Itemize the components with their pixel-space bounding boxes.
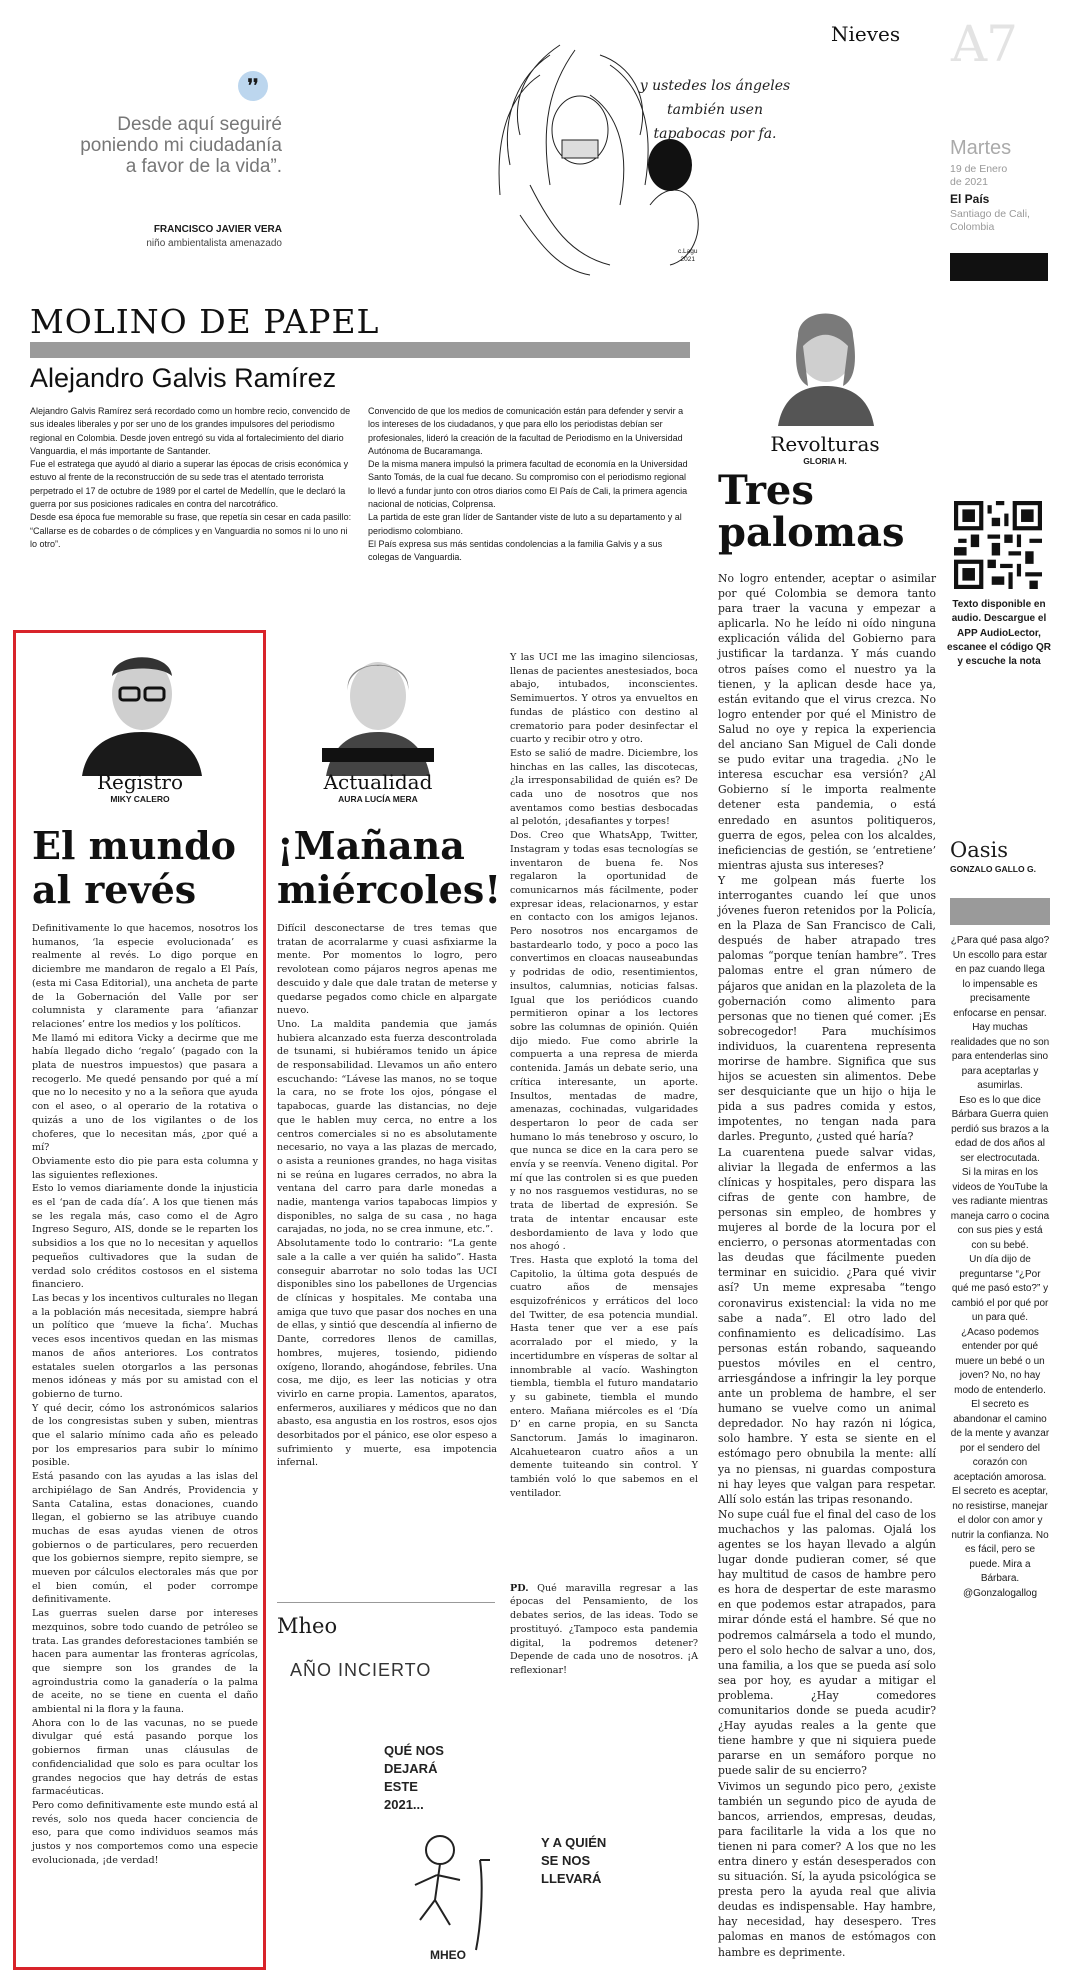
molino-title: Alejandro Galvis Ramírez (30, 363, 337, 393)
issue-date: 19 de Enero de 2021 (950, 163, 1008, 188)
section-name: Nieves (831, 22, 901, 46)
issue-location: Santiago de Cali, Colombia (950, 208, 1030, 233)
molino-kicker: MOLINO DE PAPEL (30, 302, 380, 341)
pull-quote: Desde aquí seguiré poniendo mi ciudadanía a favor de la vida”. (80, 114, 282, 177)
molino-col2: Convencido de que los medios de comunicación están para defender y servir a los intereses de los ciudadanos, y que para ello los periodistas debían ser profesionales, lideró la creación de la facultad de Periodismo en la Universidad Autónoma de Bucaramanga. De la misma manera impulsó la primera facultad de economía en la Universidad Santo Tomás, de la cual fue decano. Su compromiso con el periodismo regional lo llevó a fundar junto con otros diarios como El País de Cali, la primera agencia nacional de noticias, Colprensa. La partida de este gran líder de Santander viste de luto a su departamento y al periodismo colombiano. El País expresa sus más sentidas condolencias a la familia Galvis y a sus colegas de Vanguardia. (368, 406, 688, 563)
revolturas-body: No logro entender, aceptar o asimilar por qué Colombia se demora tanto para traer la vacuna y empezar a aplicarla. No he leído ni oído ninguna explicación válida del Gobierno para justificar la tardanza. Y más cuando otros países como el nuestro ya la tienen, y la aplican desde hace ya, están evitando que el virus crezca. No logro entender por qué el Ministro de Salud no oye y repica la experiencia del anciano San Miguel de Cali donde se pudo evitar una tragedia. ¿No le interesa escuchar esa versión? ¿Al Gobierno sí le importa realmente detener esta pandemia, o está enredado en asuntos politiqueros, guerra de egos, pelea con los alcaldes, ineficiencias de gestión, se ‘entretiene’ mientras ajusta sus intereses? Y me golpean más fuerte los interrogantes cuando leí que unos jóvenes fueron retenidos por la Policía, en la Plaza de San Francisco de Cali, después de haber atrapado tres palomas “porque tenían hambre”. Tres palomas entre el gran número de pájaros que anidan en la plazoleta de la gobernación como alimento para personas que no tienen qué comer. ¡Es sobrecogedor! Para muchísimos individuos, la cuarentena representa morirse de hambre. Significa que sus hijos se acuesten sin alimentos. Debe ser desquiciante que un hijo o hija le pida a sus padres comida y estos, impotentes, no tengan nada para darles. Pregunto, ¿usted qué haría? La cuarentena puede salvar vidas, aliviar la llegada de enfermos a las clínicas y hospitales, pero dispara las cifras de gente con hambre, de personas sin empleo, de hombres y mujeres al borde de la locura por el encierro, o personas atormentadas con las deudas que fácilmente pueden terminar en suicidio. ¿Para qué vivir así? Un meme expresaba “tengo coronavirus existencial: la vida no me sabe a nada”. El otro lado del confinamiento es delicadísimo. Las personas están robando, saqueando puestos móviles en el centro, arriesgándose a infringir la ley porque ante un problema de hambre, el ser humano se vuelve como un animal depredador. No hay razón ni lógica, solo hambre. Y esta se siente en el estómago pero obnubila la mente: allí ya no piensas, ni guardas compostura ni hay leyes que valgan para respetar. Allí solo están las tripas resonando. No supe cuál fue el final del caso de los muchachos y las palomas. Ojalá los agentes se los hayan llevado a algún lugar donde pudieran comer, sé que hay multitud de casos de hambre pero es hora de despertar de este marasmo en que podemos estar atrapados, para mirar dónde está el hambre. Sé que no podremos calmársela a todo el mundo, pero el solo hecho de salvar a uno, dos, una familia, a los que se pueda así solo sea por hoy, es ayudar a mitigar el problema. ¿Hay comedores comunitarios donde se pueda acudir? ¿Hay ayudas reales a la gente que tiene hambre y que ni siquiera puede pararse en un semáforo porque no puede salir de su encierro? Vivimos un segundo pico pero, ¿existe también un segundo pico de ayuda de bancos, arriendos, empresas, deudas, para facilitarle la vida a los que no tienen ni para comer? A los que no les entra dinero y están desesperados con su situación. Sí, la ayuda psicológica se presta pero la ayuda real que alivia deudas es indispensable. Hay hambre, hay necesidad, hay desespero. Tres palomas en manos de estómagos con hambre es deprimente. (718, 572, 936, 1959)
header-black-bar (950, 253, 1048, 281)
mheo-label: Mheo (277, 1614, 338, 1638)
actualidad-postscript (510, 1568, 698, 1678)
revolturas-title: Tres palomas (718, 467, 905, 556)
issue-day: Martes (950, 137, 1012, 159)
actualidad-author: AURA LUCÍA MERA (338, 794, 418, 804)
mheo-signature: MHEO (430, 1948, 466, 1962)
cartoon-caption: y ustedes los ángeles también usen tapabocas por fa. (639, 78, 791, 142)
mheo-cartoon-title: AÑO INCIERTO (290, 1660, 432, 1680)
quote-mark-icon: ❜❜ (238, 71, 268, 101)
registro-author: MIKY CALERO (110, 794, 170, 804)
author-photo-gloria (773, 286, 879, 426)
qr-audio-note: Texto disponible en audio. Descargue el APP AudioLector, escanee el código QR y escuche la nota (947, 599, 1051, 668)
angel-cartoon (490, 35, 730, 280)
molino-rule (30, 342, 690, 358)
actualidad-photo-bar (322, 748, 434, 762)
author-photo-miky (82, 636, 202, 776)
mheo-cartoon-figure (380, 1820, 530, 1960)
molino-col1: Alejandro Galvis Ramírez será recordado como un hombre recio, convencido de sus ideales liberales y por ser uno de los grandes impulsores del periodismo regional en Colombia. Desde joven entregó su vida al fortalecimiento del diario Vanguardia, el más importante de Santander. Fue el estratega que ayudó al diario a superar las épocas de crisis económica y estuvo al frente de la reconstrucción de su sede tras el atentado terrorista perpetrado el 17 de octubre de 1989 por el cartel de Medellín, que le declaró la guerra por sus posiciones radicales en contra del narcotráfico. Desde esa época fue memorable su frase, que repetía sin cesar en cada pasillo: “Callarse es de cobardes o de cómplices y en Vanguardia no somos ni lo uno ni lo otro”. (30, 406, 352, 549)
registro-title: El mundo al revés (32, 823, 237, 912)
oasis-rule (950, 898, 1050, 925)
mheo-divider (277, 1602, 495, 1603)
newspaper-name: El País (950, 192, 990, 206)
actualidad-title: ¡Mañana miércoles! (277, 823, 502, 912)
qr-code-icon[interactable] (954, 501, 1042, 589)
registro-column-name: Registro (97, 770, 183, 794)
mheo-speech-bubble-1: QUÉ NOS DEJARÁ ESTE 2021... (384, 1743, 444, 1812)
registro-body: Definitivamente lo que hacemos, nosotros los humanos, ‘la especie evolucionada’ es realmente al revés. Lo digo porque en diciembre me mandaron de regalo a El País, (esta mi Casa Editorial), una ancheta de parte de la Gobernación del Valle por ser columnista y claramente para ‘afianzar relaciones’ entre los medios y los políticos. Me llamó mi editora Vicky a decirme que me había llegado dicho ‘regalo’ (pagado con la plata de nuestros impuestos) que pasara a recogerlo. Me quedé pensando por qué a mí que no lo necesito y no a la señora que ayuda con el aseo, o al operario de la rotativa o quizás a uno de los vigilantes o de los choferes, que lo necesitan más, ¿por qué a mí? Obviamente esto dio pie para esta columna y las siguientes reflexiones. Esto lo vemos diariamente donde la injusticia es el ‘pan de cada día’. A los que tienen más se les regala más, caso como el de Agro Ingreso Seguro, AIS, donde se le reparten los subsidios a los que no lo necesitan y aquellos pequeños cultivadores que la sudan de verdad solo créditos costosos en el sistema financiero. Las becas y los incentivos culturales no llegan a la población más necesitada, siempre habrá un político que ‘mueve la ficha’. Muchas veces esos incentivos quedan en las mismas manos de años anteriores. Los contratos estatales suelen otorgarlos a las personas menos idóneas y más por su amistad con el gobierno de turno. Y qué decir, cómo los astronómicos salarios de los congresistas suben y suben, mientras que el salario mínimo cada año es peleado por los empresarios para subir lo mínimo posible. Está pasando con las ayudas a las islas del archipiélago de San Andrés, Providencia y Santa Catalina, estas donaciones, cuando llegan, el gobierno se las atribuye cuando muchas de esas ayudas vienen de otros gobiernos o de particulares, pero recuerden que los gobiernos siempre, repito siempre, se mueven por cálculos electorales más que por el bien común, el poder corrompe definitivamente. Las guerras suelen darse por intereses mezquinos, sobre todo cuando de petróleo se trata. Las grandes deforestaciones también se hacen para aumentar las fronteras agrícolas, que siempre son los grandes de la agroindustria como la ganadería o la palma de aceite, no se tiene en cuenta el daño ambiental ni la flora y la fauna. Ahora con lo de las vacunas, no se puede divulgar qué está pasando porque los gobiernos firman unas cláusulas de confidencialidad que solo es para ocultar los grandes negocios que hay detrás de estas farmacéuticas. Pero como definitivamente este mundo está al revés, solo nos queda hacer conciencia de eso, para que como individuos seamos más justos y nos comportemos como una especie evolucionada, ¡de verdad! (32, 923, 258, 1866)
quote-author: FRANCISCO JAVIER VERA (153, 224, 282, 235)
mheo-speech-bubble-2: Y A QUIÉN SE NOS LLEVARÁ (541, 1835, 607, 1886)
actualidad-body-col1: Difícil desconectarse de tres temas que tratan de acorralarme y cuasi asfixiarme la mente. Por momentos lo logro, pero revolotean como pájaros negros apenas me descuido y dale que dale tratan de meterse y quedarse pegados como chicle en alpargate nuevo. Uno. La maldita pandemia que jamás hubiera alcanzado esta fuerza descontrolada de tsunami, si hubiéramos tenido un ápice de responsabilidad. Llevamos un año entero escuchando: “Lávese las manos, no se toque la cara, no se frote los ojos, póngase el tapabocas, guarde las distancias, no deje que le hablen muy cerca, no entre a los centros comerciales si no es absolutamente necesario, no vaya a las plazas de mercado, o asista a reuniones grandes, no haga visitas ni se reúna en lugares cerrados, no abra la ventana del carro para darle monedas a nadie, mantenga varios tapabocas limpios y disponibles, no salga de su casa , no haga carajadas, no joda, no se crea inmune, etc.”. Absolutamente todo lo contrario: “La gente sale a la calle a ver quién ha salido”. Hasta conseguir abarrotar no solo todas las UCI disponibles sino los pabellones de Urgencias de clínicas y hospitales. Me contaba una amiga que tuvo que pasar dos noches en una de ellas, y sintió que descendía al infierno de Dante, corredores llenos de camillas, hombres, mujeres, tosiendo, pidiendo oxígeno, llorando, ahogándose, febriles. Una cosa, me dijo, es leer las noticias y otra vivirlo en carne propia. Lamentos, aparatos, enfermeros, auxiliares y médicos que no dan abasto, esa angustia en los rostros, esos ojos desorbitados por el pánico, ese olor espeso a sufrimiento y muerte, esa impotencia infernal. (277, 923, 497, 1469)
actualidad-body-col2: Y las UCI me las imagino silenciosas, llenas de pacientes anestesiados, boca abajo, intubados, inconscientes. Semimuertos. Y otros ya envueltos en fundas de plástico con destino al crematorio para poder desinfectar el cuarto y recibir otro y otro. Esto se salió de madre. Diciembre, los hinchas en las calles, las discotecas, ¿la irresponsabilidad de quién es? De cada uno de nosotros que nos aventamos como bestias desbocadas al pelotón, ¡desafiantes y torpes! Dos. Creo que WhatsApp, Twitter, Instagram y todas esas tecnologías se inventaron de buena fe. Nos regalaron la oportunidad de comunicarnos más fácilmente, poder expresar ideas, relacionarnos, y estar en contacto con los amigos lejanos. Pero nosotros nos encargamos de bastardearlo todo, y poco a poco las convertimos en cloacas nauseabundas y podridas de odio, resentimientos, insultos, calumnias, noticias falsas. Igual que los periódicos cuando permitieron opinar a los lectores sobre las columnas de opinión. Quién dijo miedo. Fue como abrirle la compuerta a una represa de mierda contenida. Jamás un debate serio, una crítica interesante, un aporte. Insultos, mentadas de madre, amenazas, cochinadas, vulgaridades despertaron lo peor de cada ser humano lo más tenebroso y oscuro, lo que nunca se dice en la cara pero se envía y se reenvía. Veneno digital. Por mí que las controlen si es que pueden y no nos rasguemos vestiduras, no se trata de libertad de expresión. Se trata de intentar encausar este desbordamiento de lava y lodo que nos ahogó . Tres. Hasta que explotó la toma del Capitolio, la última gota después de cuatro años de mensajes esquizofrénicos y erráticos del loco del Twitter, de esa potencia mundial. Hasta tener que ver a ese país acorralado por el miedo, y la incertidumbre en vísperas de soltar al innombrable al vacío. Washington tiembla, tiembla el futuro mandatario y su gabinete, tiembla el mundo entero. Mañana miércoles es el ‘Día D’ en carne propia, en su Sancta Sanctorum. Jamás lo imaginaron. Alcahuetearon cuatro años a un demente tuiteando sin control. Y también voló lo que sabemos en el ventilador. (510, 652, 698, 1499)
cartoon-signature: c.Lagu 2021 (678, 248, 698, 263)
postscript-label: PD. (510, 1582, 529, 1594)
revolturas-column-name: Revolturas (770, 432, 880, 456)
oasis-body: ¿Para qué pasa algo? Un escollo para estar en paz cuando llega lo impensable es precisamente enfocarse en pensar. Hay muchas realidades que no son para entenderlas sino para aceptarlas y asumirlas. Eso es lo que dice Bárbara Guerra quien perdió sus brazos a la edad de dos años al ser electrocutada. Si la miras en los videos de YouTube la ves radiante mientras maneja carro o cocina con sus pies y está con su bebé. Un día dijo de preguntarse “¿Por qué me pasó esto?” y cambió el por qué por un para qué. ¿Acaso podemos entender por qué muere un bebé o un joven? No, no hay modo de entenderlo. El secreto es abandonar el camino de la mente y avanzar por el sendero del corazón con aceptación amorosa. El secreto es aceptar, no resistirse, manejar el dolor con amor y nutrir la confianza. No es fácil, pero se puede. Mira a Bárbara. @Gonzalogallog (950, 935, 1050, 1599)
quote-author-role: niño ambientalista amenazado (146, 238, 282, 249)
oasis-column-name: Oasis (950, 838, 1009, 862)
cartoon-figure-mask (648, 139, 692, 191)
page-number: A7 (951, 15, 1017, 73)
oasis-author: GONZALO GALLO G. (950, 864, 1036, 874)
postscript-text: Qué maravilla regresar a las épocas del Pensamiento, de los debates serios, de las ideas. Todo se prostituyó. ¿Tampoco esta pandemia digital, la podremos detener? Depende de cada uno de nosotros. ¡A reflexionar! (510, 1582, 698, 1676)
actualidad-column-name: Actualidad (323, 770, 433, 794)
revolturas-author: GLORIA H. (803, 456, 847, 466)
